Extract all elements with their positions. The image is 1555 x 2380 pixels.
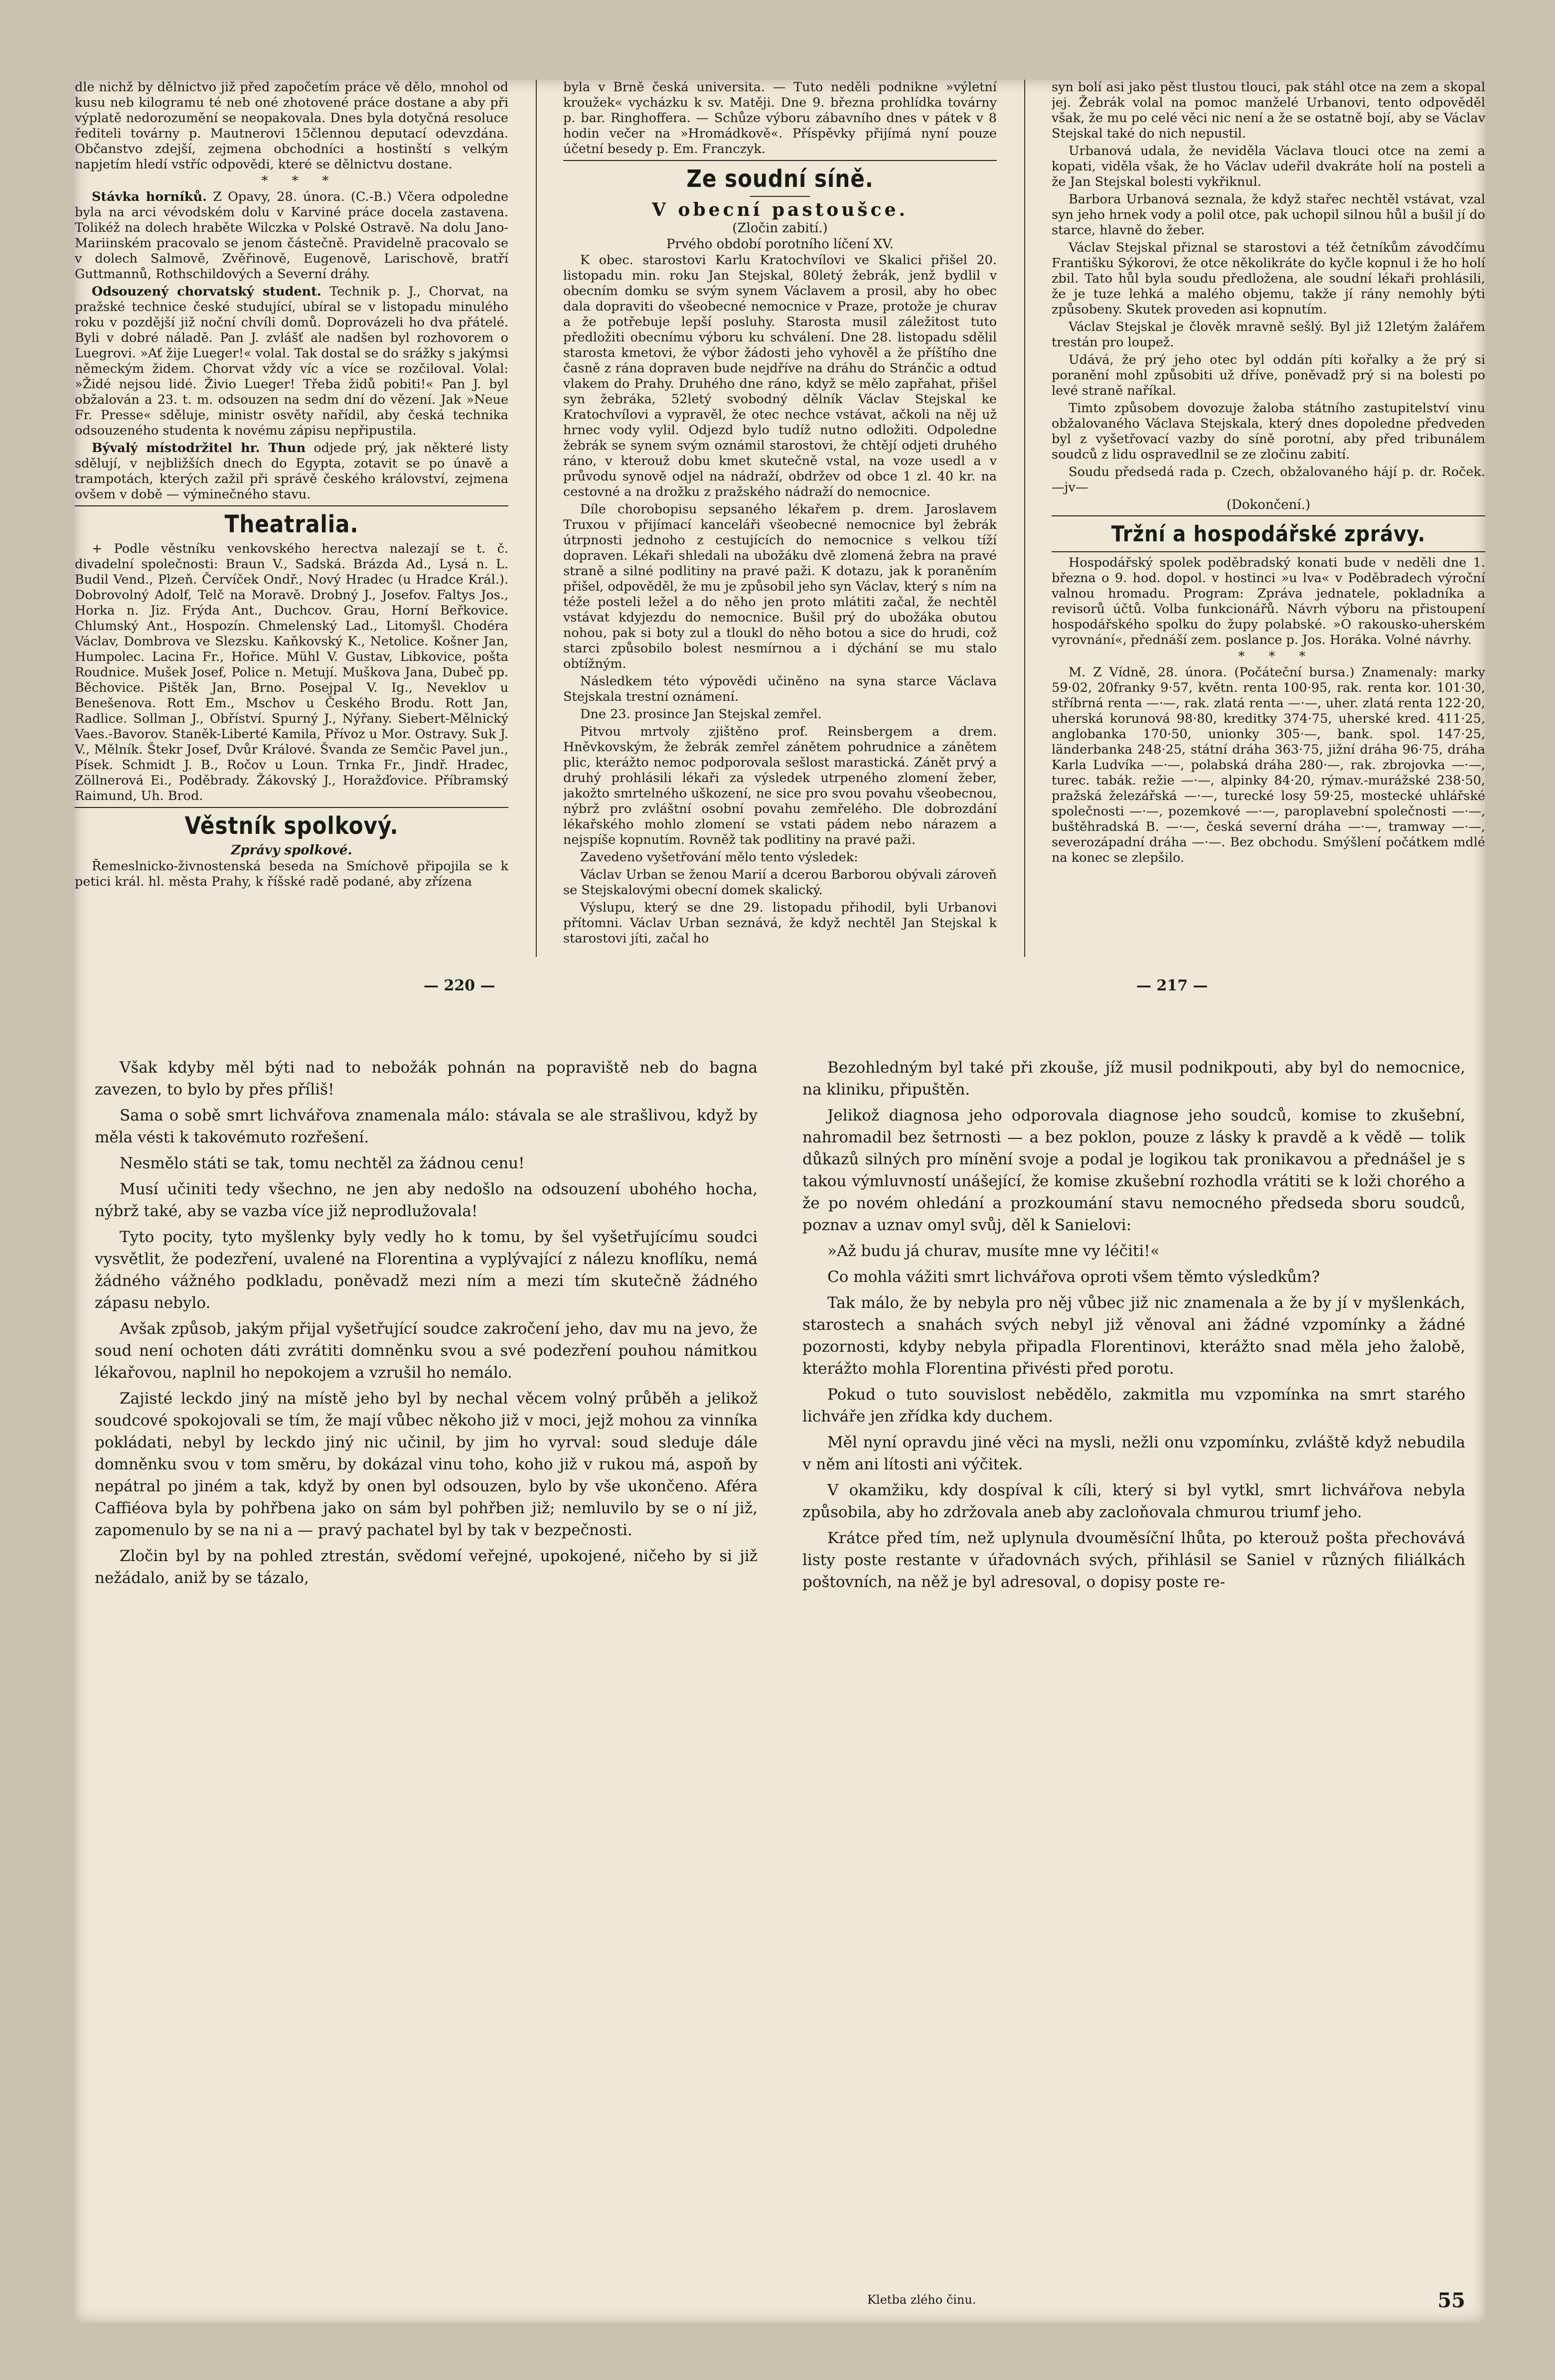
- paragraph: Václav Stejskal přiznal se starostovi a též četníkům závodčímu Františku Sýkorovi, že otce několikráte do kyčle kopnul i že ho holí zbil. Tato hůl byla soudu předložena, ale soudní lékaři prohlásili, že je tuze lehká a malého objemu, takže jí rány nemohly býti způsobeny. Skutek proveden asi kopnutím.: [1052, 240, 1485, 317]
- paragraph: Co mohla vážiti smrt lichvářova oproti všem těmto výsledkům?: [827, 1268, 1320, 1286]
- column-1: [75, 80, 508, 957]
- paragraph: Dne 23. prosince Jan Stejskal zemřel.: [580, 707, 822, 722]
- paragraph: K obec. starostovi Karlu Kratochvílovi ve Skalici přišel 20. listopadu min. roku Jan Stejskal, 80letý žebrák, jenž bydlil v obecním domku se svým synem Václavem a prosil, aby ho obec dala dopraviti do všeobecné nemocnice v Praze, protože je churav a že potřebuje lepší posluhy. Starosta musil záležitost tuto předložiti obecnímu výboru ku schválení. Dne 28. listopadu sdělil starosta kmetovi, že výbor žádosti jeho vyhověl a že příštího dne časně z rána dopraven bude nejdříve na dráhu do Stránčic a odtud vlakem do Prahy. Druhého dne ráno, když se mělo zapřahat, přišel syn žebráka, 52letý svobodný dělník Václav Stejskal ke Kratochvílovi a vypravěl, že otec nechce vstávat, ačkoli na něj už hrnec vody vylil. Odjezd bylo tudíž nutno odložiti. Odpoledne žebrák se synem svým oznámil starostovi, že chtějí odjeti druhého ráno, v kterouž dobu kmet skutečně vstal, na voze usedl a v průvodu synově odjel na nádraží, obdržev od obce 1 zl. 40 kr. na cestovné a na drožku z pražského nádraží do nemocnice.: [563, 253, 997, 499]
- paragraph: Hospodářský spolek poděbradský konati bude v neděli dne 1. března o 9. hod. dopol. v hostinci »u lva« v Poděbradech výroční valnou hromadu. Program: Zpráva jednatele, pokladníka a revisorů účtů. Volba funkcionářů. Návrh výboru na přistoupení hospodářského spolku do župy polabské. »O rakousko-uherském vyrovnání«, přednáší zem. poslance p. Jos. Horáka. Volné návrhy.: [1052, 555, 1485, 647]
- column-rule: [1024, 80, 1025, 957]
- paragraph: Barbora Urbanová seznala, že když stařec nechtěl vstávat, vzal syn jeho hrnek vody a polil otce, pak uchopil silnou hůl a bušil jí do starce, hlavně do žeber.: [1052, 192, 1485, 238]
- paragraph: Bezohledným byl také při zkouše, jíž musil podnikpouti, aby byl do nemocnice, na kliniku, připuštěn.: [802, 1059, 1465, 1099]
- news-item-strike: [75, 189, 508, 282]
- paragraph: Sama o sobě smrt lichvářova znamenala málo: stávala se ale strašlivou, když by měla vésti k takovémuto rozřešení.: [95, 1107, 758, 1146]
- novel-column-left: [95, 1057, 758, 2303]
- paragraph: Timto způsobem dovozuje žaloba státního zastupitelství vinu obžalovaného Václava Stejskala, který dnes dopoledne předveden byl z vyšetřovací vazby do síně porotní, aby před tribunálem soudců z lidu ospravedlnil se ze zločinu zabití.: [1052, 401, 1485, 462]
- vestnik-text: Řemeslnicko-živnostenská beseda na Smíchově připojila se k petici král. hl. města Prahy, k říšské radě podané, aby zřízena: [75, 859, 508, 889]
- section-title-court: Ze soudní síně.: [686, 165, 874, 193]
- headline: Stávka horníků.: [92, 189, 207, 204]
- paragraph: V okamžiku, kdy dospíval k cíli, který si byl vytkl, smrt lichvářova nebyla způsobila, aby ho zdržovala aneb aby zacloňovala chmurou triumf jeho.: [802, 1481, 1465, 1521]
- section-title-vestnik: Věstník spolkový.: [184, 812, 399, 840]
- newspaper-sheet: [75, 80, 1485, 2323]
- story-subtitle-2: Prvého období porotního líčení XV.: [666, 237, 894, 252]
- paragraph: Měl nyní opravdu jiné věci na mysli, nežli onu vzpomínku, zvláště když nebudila v něm ani lítosti ani výčitek.: [802, 1433, 1465, 1473]
- paragraph: Pitvou mrtvoly zjištěno prof. Reinsbergem a drem. Hněvkovským, že žebrák zemřel zánětem pohrudnice a zánětem plic, kterážto nemoc podporovala sešlost marastická. Zánět prvý a druhý prohlásili lékaři za výsledek utrpeného zlomení žeber, jakožto smrtelného uškození, ne sice pro svou povahu všeobecnou, nýbrž pro zvláštní osobní povahu zemřelého. Dle dobrozdání lékařského mohlo zlomení se vstati pádem nebo nárazem a nejspíše kopnutím. Rovněž tak podlitiny na pravé paži.: [563, 724, 997, 847]
- column-rule: [536, 80, 537, 957]
- divider: [75, 807, 508, 808]
- divider: [563, 160, 997, 161]
- headline: Odsouzený chorvatský student.: [92, 284, 321, 299]
- column-3: [1052, 80, 1485, 957]
- paragraph: Tyto pocity, tyto myšlenky byly vedly ho k tomu, by šel vyšetřujícímu soudci vysvětlit, že podezření, uvalené na Florentina a vyplývající z nálezu knoflíku, nemá žádného vážného podkladu, poněvadž mezi ním a mezi tím skutečně žádného zápasu nebylo.: [95, 1228, 758, 1312]
- story-title: V obecní pastoušce.: [651, 199, 909, 220]
- paragraph: byla v Brně česká universita. — Tuto neděli podnikne »výletní kroužek« vycházku k sv. Matěji. Dne 9. března prohlídka továrny p. bar. Ringhoffera. — Schůze výboru zábavního dnes v pátek v 8 hodin večer na »Hromádkově«. Příspěvky přijímá nyní pouze účetní besedy p. Em. Franczyk.: [563, 80, 997, 157]
- paragraph: Václav Urban se ženou Marií a dcerou Barborou obývali zároveň se Stejskalovými obecní domek skalický.: [563, 867, 997, 898]
- paragraph: Avšak způsob, jakým přijal vyšetřující soudce zakročení jeho, dav mu na jevo, že soud není ochoten dáti zvrátiti domněnku svou a své podezření pouhou námitkou lékařovou, naplnil ho nepokojem a vzrušil ho nemálo.: [95, 1320, 758, 1382]
- paragraph: dle nichž by dělnictvo již před započetím práce vě dělo, mnohol od kusu neb kilogramu té neb oné zhotovené práce dostane a aby při výplatě nedorozumění se neopakovala. Dnes byla dotyčná resoluce řediteli továrny p. Mautnerovi 15člennou deputací odevzdána. Občanstvo zdejší, zejmena obchodníci a hostinští s velkým napjetím hledí vstříc odpovědi, které se dělnictvu dostane.: [75, 80, 508, 172]
- paragraph: Zločin byl by na pohled ztrestán, svědomí veřejné, upokojené, ničeho by si již nežádalo, aniž by se tázalo,: [95, 1547, 758, 1587]
- paragraph: Nesmělo státi se tak, tomu nechtěl za žádnou cenu!: [120, 1154, 525, 1172]
- news-item-thun: [75, 441, 508, 502]
- paragraph: M. Z Vídně, 28. února. (Počáteční bursa.) Znamenaly: marky 59·02, 20franky 9·57, květn. renta 100·95, rak. renta kor. 101·30, stříbrná renta —·—, rak. zlatá renta —·—, uher. zlatá renta 122·20, uherská korunová 98·80, kreditky 374·75, uherské kred. 411·25, anglobanka 170·50, unionky 305·—, bank. spol. 147·25, länderbanka 248·25, státní dráha 363·75, jižní dráha 96·75, dráha Karla Ludvíka —·—, polabská dráha 280·—, rak. zbrojovka —·—, turec. tabák. režie —·—, alpinky 84·20, rýmav.-murážské 238·50, pražská železářská —·—, turecké losy 59·25, mostecké uhlářské společnosti —·—, pozemkové —·—, paroplavební společnosti —·—, buštěhradská B. —·—, česká severní dráha —·—, tramway —·—, severozápadní dráha —·—. Bez obchodu. Smýšlení počátkem mdlé na konec se zlepšilo.: [1052, 665, 1485, 865]
- theatralia-text: + Podle věstníku venkovského herectva nalezají se t. č. divadelní společnosti: Braun V., Sadská. Brázda Ad., Lysá n. L. Budil Vend., Plzeň. Červíček Ondř., Nový Hradec (u Hradce Král.). Dobrovolný Adolf, Telč na Moravě. Drobný J., Josefov. Faltys Jos., Horka n. Jiz. Frýda Ant., Duchcov. Grau, Horní Beřkovice. Chlumský Ant., Hospozín. Chmelenský Lad., Litomyšl. Chodéra Václav, Dombrova ve Slezsku. Kaňkovský K., Netolice. Košner Jan, Humpolec. Lacina Fr., Hořice. Mühl V. Gustav, Libkovice, pošta Roudnice. Mušek Josef, Police n. Metují. Muškova Jana, Dubeč pp. Běchovice. Pištěk Jan, Brno. Posejpal V. Ig., Neveklov u Benešenova. Rott Em., Mschov u Českého Brodu. Rott Jan, Radlice. Sollman J., Obříství. Spurný J., Nýřany. Siebert-Mělnický Vaes.-Bavorov. Staněk-Liberté Kamila, Přívoz u Mor. Ostravy. Suk J. V., Mělník. Štekr Josef, Dvůr Králové. Švanda ze Semčic Pavel jun., Písek. Schmidt J. B., Ročov u Loun. Trnka Fr., Jindř. Hradec, Zöllnerová Ei., Poděbrady. Žákovský J., Horažďovice. Příbramský Raimund, Uh. Brod.: [75, 541, 508, 803]
- signature-line: Kletba zlého činu.: [867, 2293, 976, 2307]
- paragraph: Urbanová udala, že neviděla Václava tlouci otce na zemi a kopati, viděla však, že ho Václav udeřil dvakráte holí na posteli a že Jan Stejskal bolesti vykřiknul.: [1052, 144, 1485, 189]
- section-title-market: Tržní a hospodářské zprávy.: [1111, 521, 1426, 547]
- sheet-number: 55: [1437, 2289, 1465, 2312]
- column-2: [563, 80, 997, 957]
- news-text: Technik p. J., Chorvat, na pražské technice české studující, ubíral se v listopadu minulého roku v pozdější již noční chvíli domů. Doprovázeli ho dva přátelé. Byli v dobré náladě. Pan J. zvlášť ale nadšen byl rozhovorem o Luegrovi. »Ať žije Lueger!« volal. Tak dostal se do srážky s jakýmsi německým židem. Chorvat vždy víc a více se rozčiloval. Volal: »Židé nejsou lidé. Živio Lueger! Třeba židů pobiti!« Pan J. byl obžalován a 23. t. m. odsouzen na sedm dní do vězení. Jak »Neue Fr. Presse« sděluje, ministr osvěty nařídil, aby česká technika odsouzeného studenta k novému zápisu nepřipustila.: [75, 284, 508, 438]
- paragraph: »Až budu já churav, musíte mne vy léčiti!«: [827, 1242, 1160, 1260]
- page-number-right: — 217 —: [1136, 977, 1208, 994]
- section-title-theatralia: Theatralia.: [224, 510, 359, 538]
- news-text: Z Opavy, 28. února. (C.-B.) Včera odpoledne byla na arci vévodském dolu v Karviné práce docela zastavena. Tolikéž na dolech hraběte Wilczka v Polské Ostravě. Na dolu Jano-Mariinském pracovalo se jenom částečně. Pravidelně pracovalo se v dolech Salmově, Zvěřinově, Eugenově, Larischově, bratří Guttmannů, Rothschildových a Severní dráhy.: [75, 189, 508, 282]
- paragraph: Václav Stejskal je člověk mravně sešlý. Byl již 12letým žalářem trestán pro loupež.: [1052, 319, 1485, 350]
- page-number-left: — 220 —: [424, 977, 495, 994]
- paragraph: syn bolí asi jako pěst tlustou tlouci, pak stáhl otce na zem a skopal jej. Žebrák volal na pomoc manželé Urbanovi, tento odpověděl však, že mu po celé věci nic není a že se ostatně bojí, aby se Václav Stejskal také do nich nepustil.: [1052, 80, 1485, 141]
- news-item-student: [75, 284, 508, 439]
- short-divider: [750, 196, 810, 197]
- news-text: odjede prý, jak některé listy sdělují, v nejbližších dnech do Egypta, zotavit se po únavě a trampotách, kterých zažil při správě českého království, zejmena ovšem v době — výminečného stavu.: [75, 441, 508, 502]
- paragraph: Zajisté leckdo jiný na místě jeho byl by nechal věcem volný průběh a jelikož soudcové spokojovali se tím, že mají vůbec někoho již v moci, jejž mohou za vinníka pokládati, nebyl by leckdo jiný nic učinil, by jim ho vyrval: soud sleduje dále domněnku svou v tom směru, by dokázal vinu toho, koho již v rukou má, aspoň by nepátral po jiném a tak, když by onen byl odsouzen, bylo by vše ukončeno. Aféra Caffiéova byla by pohřbena jako on sám byl pohřben již; nemluvilo by se o ní již, zapomenulo by se na ni a — pravý pachatel byl by tak v bezpečnosti.: [95, 1390, 758, 1539]
- continued-note: (Dokončení.): [1226, 497, 1311, 512]
- divider: [1052, 551, 1485, 552]
- paragraph: Výslupu, který se dne 29. listopadu přihodil, byli Urbanovi přítomni. Václav Urban seznává, že když nechtěl Jan Stejskal k starostovi jíti, začal ho: [563, 900, 997, 946]
- divider: [75, 505, 508, 506]
- paragraph: Zavedeno vyšetřování mělo tento výsledek:: [580, 850, 858, 865]
- novel-column-right: [802, 1057, 1465, 2303]
- paragraph: Krátce před tím, než uplynula dvouměsíční lhůta, po kterouž pošta přechovává listy poste restante v úřadovnách svých, přihlásil se Saniel v různých filiálkách poštovních, na něž je byl adresoval, o dopisy poste re-: [802, 1529, 1465, 1591]
- top-page: [75, 80, 1485, 1017]
- separator-stars: * * *: [261, 173, 339, 188]
- paragraph: Udává, že prý jeho otec byl oddán píti kořalky a že prý si poranění mohl způsobiti už dříve, poněvadž prý si na bolesti po levé straně naříkal.: [1052, 352, 1485, 398]
- paragraph: Pokud o tuto souvislost nebědělo, zakmitla mu vzpomínka na smrt starého lichváře jen zřídka kdy duchem.: [802, 1386, 1465, 1426]
- novel-footer: [867, 2289, 1465, 2312]
- paragraph: Soudu předsedá rada p. Czech, obžalovaného hájí p. dr. Roček. —jv—: [1052, 465, 1485, 495]
- headline: Bývalý místodržitel hr. Thun: [92, 441, 306, 456]
- paragraph: Následkem této výpovědi učiněno na syna starce Václava Stejskala trestní oznámení.: [563, 674, 997, 704]
- divider: [1052, 515, 1485, 516]
- section-subtitle: Zprávy spolkové.: [231, 843, 352, 858]
- paragraph: Musí učiniti tedy všechno, ne jen aby nedošlo na odsouzení ubohého hocha, nýbrž také, aby se vazba více již neprodlužovala!: [95, 1180, 758, 1220]
- story-subtitle: (Zločin zabití.): [732, 221, 828, 236]
- paragraph: Díle chorobopisu sepsaného lékařem p. drem. Jaroslavem Truxou v přijímací kanceláři všeobecné nemocnice byl žebrák útrpnosti jednoho z cestujících do nemocnice s velkou tíží dopraven. Lékaři shledali na ubožáku dvě zlomená žebra na pravé straně a silné podlitiny na pravé paži. K dotazu, jak k poraněním přišel, odpověděl, že mu je způsobil jeho syn Václav, který s ním na téže posteli ležel a do něho jen proto mlátiti začal, že nechtěl vstávat kdyjezdu do nemocnice. Bušil prý do ubožáka obutou nohou, pak si boty zul a tloukl do něho botou a sice do hrudi, což starci způsobilo bolest nesmírnou a i dýchání se mu stalo obtížným.: [563, 502, 997, 671]
- separator-stars: * * *: [1238, 649, 1316, 664]
- paragraph: Však kdyby měl býti nad to nebožák pohnán na popraviště neb do bagna zavezen, to bylo by přes příliš!: [95, 1059, 758, 1099]
- paragraph: Jelikož diagnosa jeho odporovala diagnose jeho soudců, komise to zkušební, nahromadil bez šetrnosti — a bez poklon, pouze z lásky k pravdě a k vědě — tolik důkazů silných pro mínění svoje a podal je logikou tak pronikavou a přednášel je s takou výmluvností unášející, že komise zkušební rozhodla vrátiti se k loži chorého a že po novém ohledání a prozkoumání stavu nemocného předseda sboru soudců, poznav a uznav omyl svůj, děl k Sanielovi:: [802, 1107, 1465, 1234]
- paragraph: Tak málo, že by nebyla pro něj vůbec již nic znamenala a že by jí v myšlenkách, starostech a snahách svých nebyl již věnoval ani žádné vzpomínky a žádné pozornosti, kdyby nebyla připadla Florentinovi, kterážto snad měla jeho žalobě, kterážto mohla Florentina přivésti před porotu.: [802, 1294, 1465, 1378]
